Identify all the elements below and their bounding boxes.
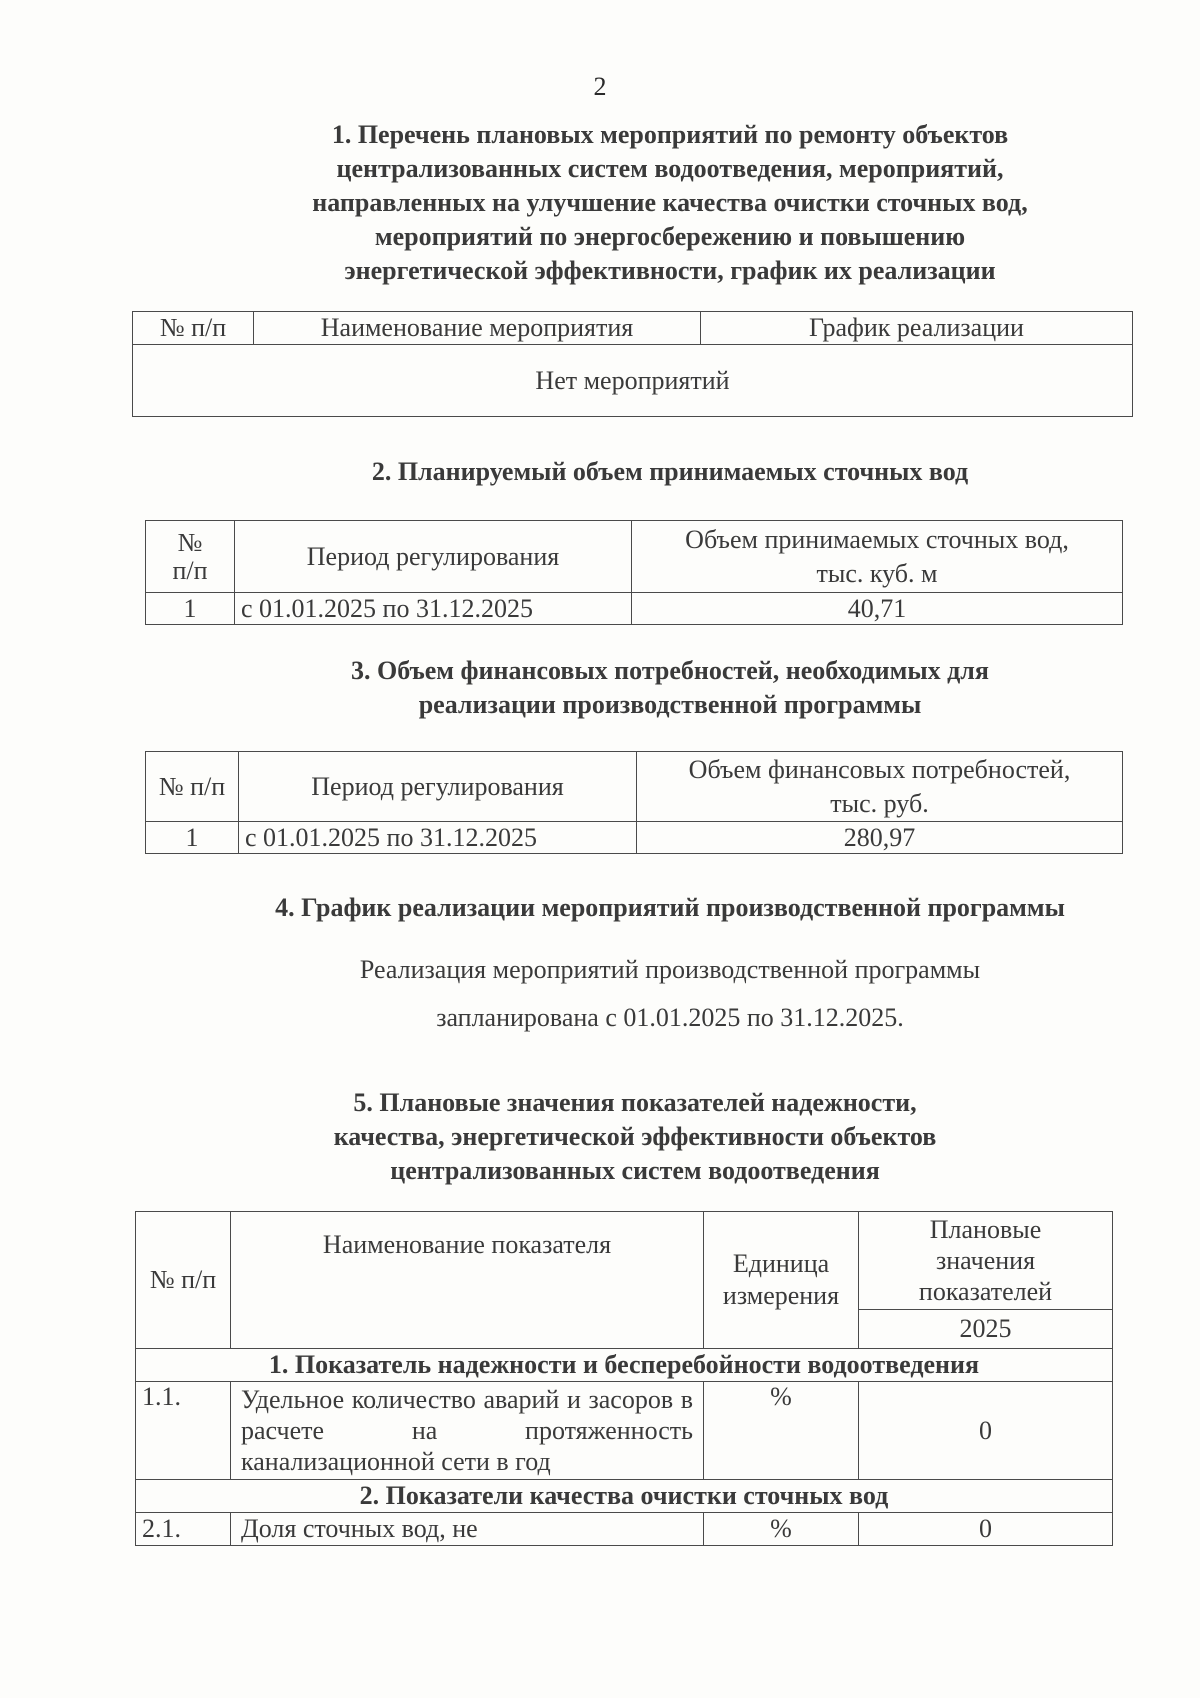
cell-number: 1.1.: [136, 1382, 231, 1480]
cell-period: с 01.01.2025 по 31.12.2025: [235, 593, 632, 625]
cell-value: 40,71: [632, 593, 1123, 625]
cell-number: 2.1.: [136, 1513, 231, 1546]
header-line: п/п: [172, 555, 208, 585]
table-row: [146, 822, 1123, 854]
table-header-name: Наименование показателя: [231, 1212, 704, 1349]
cell-number: 1: [146, 822, 239, 854]
table-header-year: 2025: [859, 1310, 1113, 1349]
section5-title-line: централизованных систем водоотведения: [390, 1156, 880, 1185]
group-title: 2. Показатели качества очистки сточных вод: [136, 1480, 1113, 1513]
section2-title-text: 2. Планируемый объем принимаемых сточных вод: [371, 457, 969, 486]
table-header-number: № п/п: [133, 312, 254, 345]
table-header-period: Период регулирования: [239, 752, 637, 822]
table-header-schedule: График реализации: [701, 312, 1133, 345]
section1-title: [0, 118, 1200, 288]
section2-title: [0, 455, 1200, 489]
header-line: измерения: [722, 1281, 840, 1310]
empty-row-message: Нет мероприятий: [133, 345, 1133, 417]
page-number: 2: [593, 72, 607, 101]
header-line: показателей: [918, 1277, 1053, 1306]
section1-title-line: централизованных систем водоотведения, мероприятий,: [336, 154, 1004, 183]
section1-title-line: направленных на улучшение качества очистки сточных вод,: [312, 188, 1028, 217]
cell-period: с 01.01.2025 по 31.12.2025: [239, 822, 637, 854]
header-line: тыс. руб.: [830, 788, 929, 818]
table-row: [146, 593, 1123, 625]
cell-number: 1: [146, 593, 235, 625]
section4-text-line: Реализация мероприятий производственной программы: [359, 955, 981, 984]
cell-value: 0: [859, 1513, 1113, 1546]
section1-table: [132, 311, 1133, 417]
cell-unit: %: [704, 1382, 859, 1480]
section5-title: [0, 1086, 1200, 1188]
section4-title: [0, 891, 1200, 925]
section4-title-text: 4. График реализации мероприятий производственной программы: [275, 893, 1065, 922]
header-line: Единица: [732, 1249, 830, 1278]
section3-table: [145, 751, 1123, 854]
table-header-unit: [704, 1212, 859, 1349]
header-line: Объем финансовых потребностей,: [688, 754, 1071, 784]
header-line: тыс. куб. м: [816, 558, 938, 588]
table-header-number: [146, 521, 235, 593]
group-title: 1. Показатель надежности и бесперебойности водоотведения: [136, 1349, 1113, 1382]
table-header-number: № п/п: [146, 752, 239, 822]
section1-title-line: энергетической эффективности, график их реализации: [344, 256, 996, 285]
cell-unit: %: [704, 1513, 859, 1546]
section2-table: [145, 520, 1123, 625]
table-header-period: Период регулирования: [235, 521, 632, 593]
table-header-plan: [859, 1212, 1113, 1310]
section5-title-line: 5. Плановые значения показателей надежности,: [353, 1088, 917, 1117]
header-line: №: [177, 527, 203, 557]
table-header-name: Наименование мероприятия: [254, 312, 701, 345]
cell-value: 280,97: [637, 822, 1123, 854]
section3-title-line: реализации производственной программы: [418, 690, 922, 719]
cell-value: 0: [859, 1382, 1113, 1480]
section1-title-line: мероприятий по энергосбережению и повышению: [374, 222, 966, 251]
table-header-volume: [632, 521, 1123, 593]
cell-indicator-name: Удельное количество аварий и засоров в расчете на протяженность канализационной сети в год: [231, 1382, 704, 1480]
header-line: Объем принимаемых сточных вод,: [685, 524, 1069, 554]
section1-title-line: 1. Перечень плановых мероприятий по ремонту объектов: [331, 120, 1009, 149]
header-line: значения: [935, 1246, 1036, 1275]
header-line: Плановые: [929, 1215, 1042, 1244]
table-row: [136, 1513, 1113, 1546]
section5-title-line: качества, энергетической эффективности объектов: [333, 1122, 937, 1151]
section3-title: [0, 654, 1200, 722]
section3-title-line: 3. Объем финансовых потребностей, необходимых для: [351, 656, 989, 685]
section5-table: [135, 1211, 1113, 1546]
table-header-finance: [637, 752, 1123, 822]
section4-text-line: запланирована с 01.01.2025 по 31.12.2025.: [436, 1003, 904, 1032]
table-row: [136, 1382, 1113, 1480]
cell-indicator-name: Доля сточных вод, не: [231, 1513, 704, 1546]
table-header-number: № п/п: [136, 1212, 231, 1349]
